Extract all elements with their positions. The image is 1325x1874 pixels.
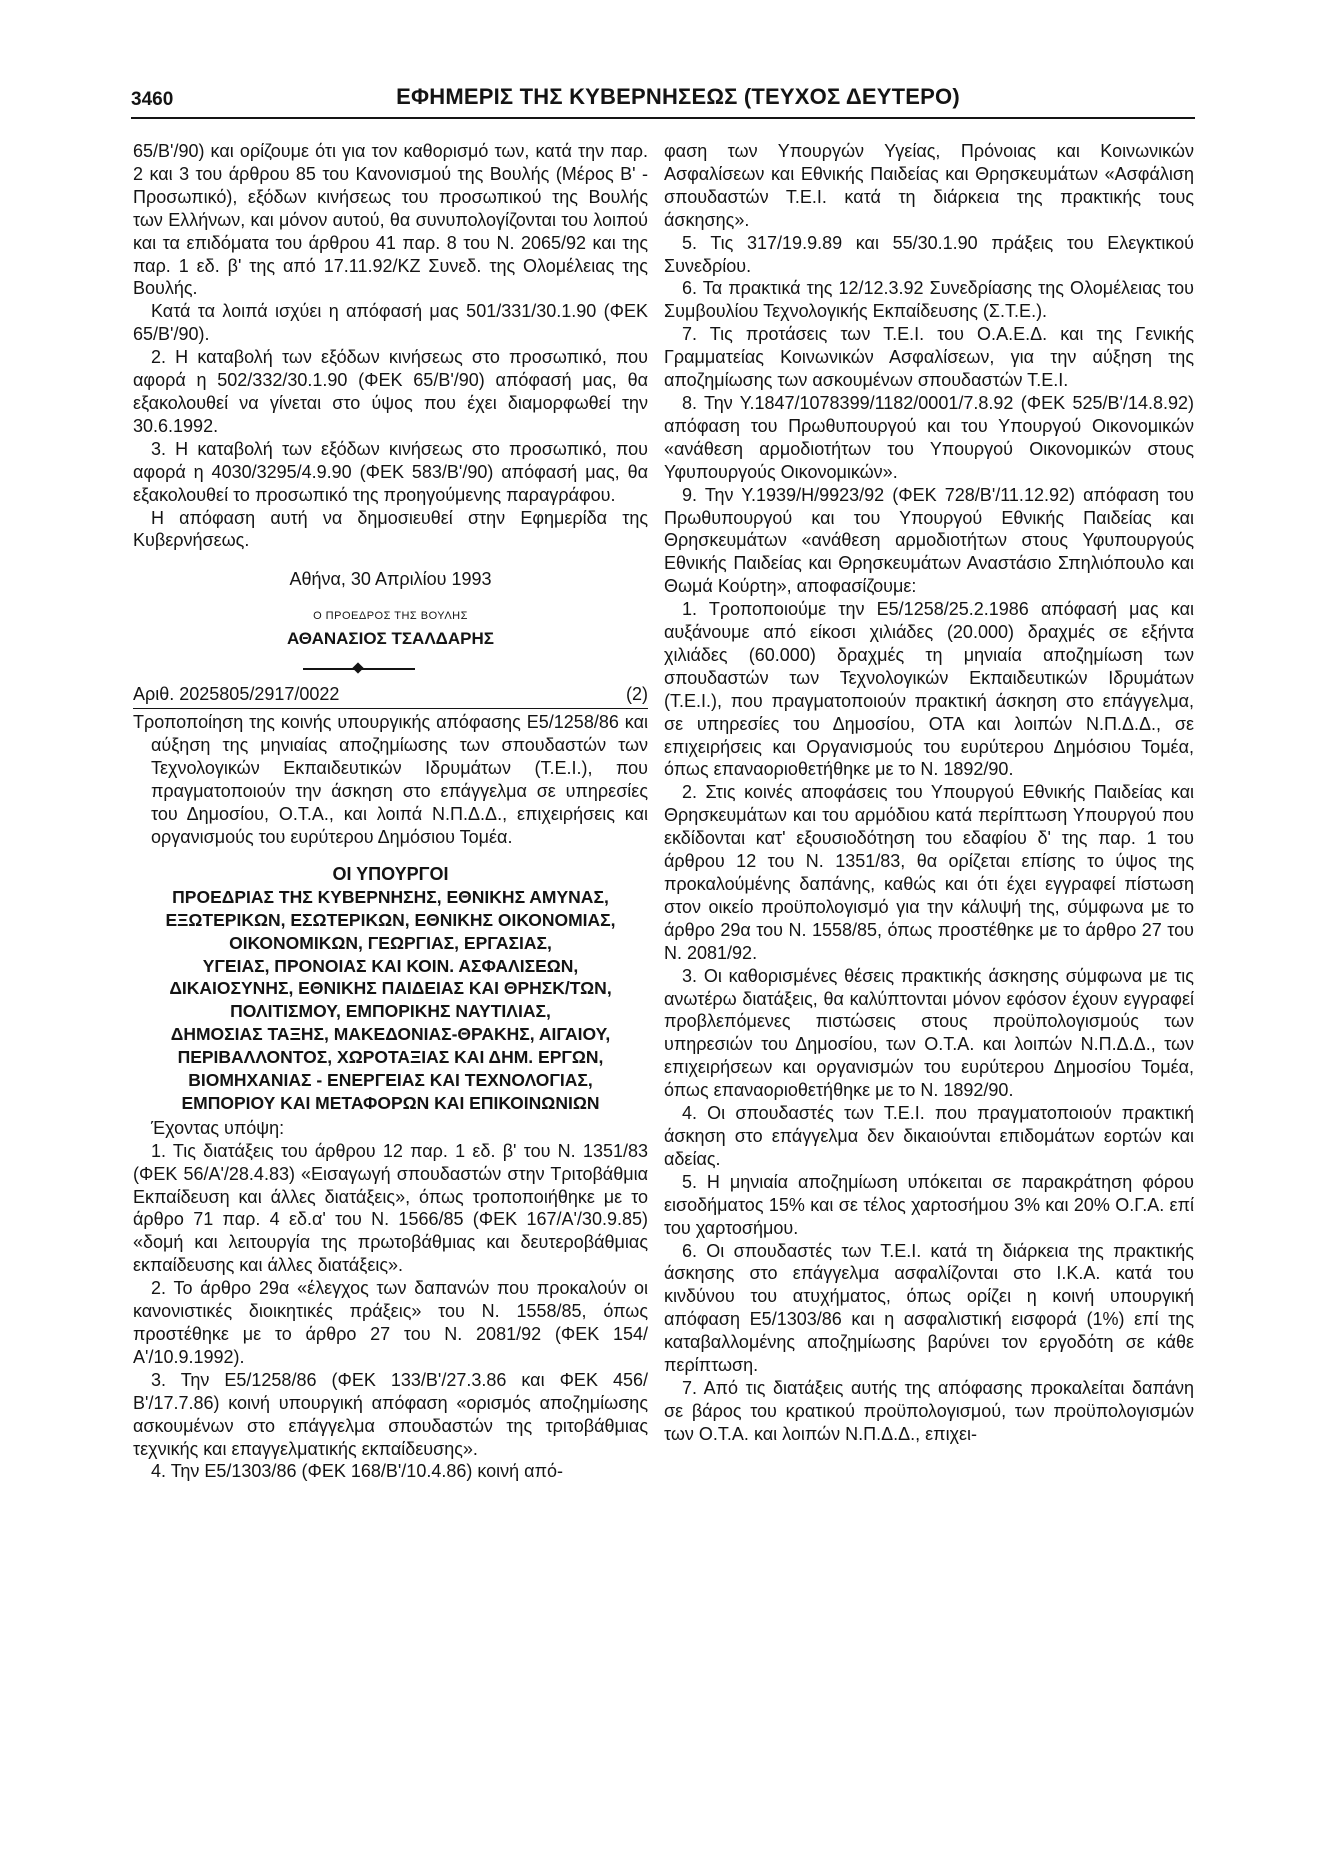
right-column bbox=[664, 140, 1194, 1446]
considerant-2: 2. Το άρθρο 29α «έλεγχος των δαπανών που προκαλούν οι κανονιστικές διοικητικές πράξεις» του Ν. 1558/85, όπως προστέθηκε με το άρθρο 27 του Ν. 2081/92 (ΦΕΚ 154/Α'/10.9.1992). bbox=[133, 1278, 648, 1367]
considerant-7: 7. Τις προτάσεις των Τ.Ε.Ι. του Ο.Α.Ε.Δ. και της Γενικής Γραμματείας Κοινωνικών Ασφαλίσεων, για την αύξηση της αποζημίωσης των ασκουμένων σπουδαστών Τ.Ε.Ι. bbox=[664, 324, 1194, 391]
ministers-line: ΒΙΟΜΗΧΑΝΙΑΣ - ΕΝΕΡΓΕΙΑΣ ΚΑΙ ΤΕΧΝΟΛΟΓΙΑΣ, bbox=[188, 1070, 593, 1091]
decision-number: Αριθ. 2025805/2917/0022 bbox=[133, 684, 340, 705]
ministers-heading: ΟΙ ΥΠΟΥΡΓΟΙ bbox=[332, 863, 449, 884]
having-regard: Έχοντας υπόψη: bbox=[151, 1117, 285, 1138]
ministers-line: ΔΙΚΑΙΟΣΥΝΗΣ, ΕΘΝΙΚΗΣ ΠΑΙΔΕΙΑΣ ΚΑΙ ΘΡΗΣΚ/ΤΩΝ, bbox=[169, 978, 612, 999]
subject-rule bbox=[133, 708, 648, 710]
decision-article-3: 3. Οι καθορισμένες θέσεις πρακτικής άσκησης σύμφωνα με τις ανωτέρω διατάξεις, θα καλύπτονται μόνον εφόσον έχουν εγγραφεί προβλεπόμενες πιστώσεις στους προϋπολογισμούς των υπηρεσιών του Δημοσίου, των Ο.Τ.Α. και λοιπών Ν.Π.Δ.Δ., των επιχειρήσεων και οργανισμών του ευρύτερου Δημοσίου Τομέα, όπως επαναοριοθετήθηκε με το Ν. 1892/90. bbox=[664, 965, 1194, 1101]
section-divider bbox=[133, 659, 648, 679]
ministers-line: ΕΞΩΤΕΡΙΚΩΝ, ΕΣΩΤΕΡΙΚΩΝ, ΕΘΝΙΚΗΣ ΟΙΚΟΝΟΜΙΑΣ, bbox=[165, 909, 616, 930]
paragraph-remaining: Κατά τα λοιπά ισχύει η απόφασή μας 501/331/30.1.90 (ΦΕΚ 65/Β'/90). bbox=[133, 301, 648, 345]
decision-index: (2) bbox=[626, 684, 648, 705]
ministers-line: ΟΙΚΟΝΟΜΙΚΩΝ, ΓΕΩΡΓΙΑΣ, ΕΡΓΑΣΙΑΣ, bbox=[229, 932, 552, 953]
paragraph-continuation: 65/Β'/90) και ορίζουμε ότι για τον καθορισμό των, κατά την παρ. 2 και 3 του άρθρου 85 του Κανονισμού της Βουλής (Μέρος Β' - Προσωπικό), εξόδων κινήσεως του προσωπικού της Βουλής των Ελλήνων, και μόνον αυτού, θα συνυπολογίζονται του λοιπού και τα επιδόματα του άρθρου 41 παρ. 8 του Ν. 2065/92 και της παρ. 1 εδ. β' της από 17.11.92/ΚΖ Συνεδ. της Ολομέλειας της Βουλής. bbox=[133, 141, 648, 299]
considerant-1: 1. Τις διατάξεις του άρθρου 12 παρ. 1 εδ. β' του Ν. 1351/83 (ΦΕΚ 56/Α'/28.4.83) «Εισαγωγή σπουδαστών στην Τριτοβάθμια Εκπαίδευση και άλλες διατάξεις», όπως τροποποιήθηκε με το άρθρο 71 παρ. 4 εδ.α' του Ν. 1566/85 (ΦΕΚ 167/Α'/30.9.85) «δομή και λειτουργία της πρωτοβάθμιας και δευτεροβάθμιας εκπαίδευσης και άλλες διατάξεις». bbox=[133, 1140, 648, 1276]
running-head-title: ΕΦΗΜΕΡΙΣ ΤΗΣ ΚΥΒΕΡΝΗΣΕΩΣ (ΤΕΥΧΟΣ ΔΕΥΤΕΡΟ) bbox=[396, 84, 960, 109]
considerant-5: 5. Τις 317/19.9.89 και 55/30.1.90 πράξεις του Ελεγκτικού Συνεδρίου. bbox=[664, 232, 1194, 276]
ministers-line: ΠΡΟΕΔΡΙΑΣ ΤΗΣ ΚΥΒΕΡΝΗΣΗΣ, ΕΘΝΙΚΗΣ ΑΜΥΝΑΣ, bbox=[172, 886, 609, 907]
header-rule bbox=[131, 117, 1195, 119]
decision-subject: Τροποποίηση της κοινής υπουργικής απόφασης Ε5/1258/86 και αύξηση της μηνιαίας αποζημίωσης των σπουδαστών των Τεχνολογικών Εκπαιδευτικών Ιδρυμάτων (Τ.Ε.Ι.), που πραγματοποιούν την άσκηση στο επάγγελμα σε υπηρεσίες του Δημοσίου, Ο.Τ.Α., και λοιπά Ν.Π.Δ.Δ., επιχειρήσεις και οργανισμούς του ευρύτερου Δημόσιου Τομέα. bbox=[133, 712, 648, 847]
left-column bbox=[133, 140, 648, 1483]
decision-header bbox=[133, 683, 648, 706]
page-number: 3460 bbox=[131, 89, 174, 110]
ministers-line: ΥΓΕΙΑΣ, ΠΡΟΝΟΙΑΣ ΚΑΙ ΚΟΙΝ. ΑΣΦΑΛΙΣΕΩΝ, bbox=[202, 955, 579, 976]
considerant-9: 9. Την Υ.1939/Η/9923/92 (ΦΕΚ 728/Β'/11.12.92) απόφαση του Πρωθυπουργού και του Υπουργού Εθνικής Παιδείας και Θρησκευμάτων «ανάθεση αρμοδιοτήτων στους Υφυπουργούς Εθνικής Παιδείας και Θρησκευμάτων Αναστάσιο Σπηλιόπουλο και Θωμά Κούρτη», αποφασίζουμε: bbox=[664, 484, 1194, 597]
paragraph-3: 3. Η καταβολή των εξόδων κινήσεως στο προσωπικό, που αφορά η 4030/3295/4.9.90 (ΦΕΚ 583/Β'/90) απόφασή μας, θα εξακολουθεί το προσωπικό της προηγούμενης παραγράφου. bbox=[133, 438, 648, 505]
paragraph-publication: Η απόφαση αυτή να δημοσιευθεί στην Εφημερίδα της Κυβερνήσεως. bbox=[133, 507, 648, 551]
decision-article-4: 4. Οι σπουδαστές των Τ.Ε.Ι. που πραγματοποιούν πρακτική άσκηση στο επάγγελμα δεν δικαιούνται επιδομάτων εορτών και αδείας. bbox=[664, 1103, 1194, 1169]
decision-article-7: 7. Από τις διατάξεις αυτής της απόφασης προκαλείται δαπάνη σε βάρος του κρατικού προϋπολογισμού, των προϋπολογισμών των Ο.Τ.Α. και λοιπών Ν.Π.Δ.Δ., επιχει- bbox=[664, 1377, 1194, 1444]
ministers-line: ΠΟΛΙΤΙΣΜΟΥ, ΕΜΠΟΡΙΚΗΣ ΝΑΥΤΙΛΙΑΣ, bbox=[230, 1001, 551, 1022]
considerant-4-continued: φαση των Υπουργών Υγείας, Πρόνοιας και Κοινωνικών Ασφαλίσεων και Εθνικής Παιδείας και Θρησκευμάτων «Ασφάλιση σπουδαστών Τ.Ε.Ι. κατά τη διάρκεια της πρακτικής τους άσκησης». bbox=[664, 141, 1194, 230]
decision-article-5: 5. Η μηνιαία αποζημίωση υπόκειται σε παρακράτηση φόρου εισοδήματος 15% και σε τέλος χαρτοσήμου 3% και 20% Ο.Γ.Α. επί του χαρτοσήμου. bbox=[664, 1171, 1194, 1238]
paragraph-2: 2. Η καταβολή των εξόδων κινήσεως στο προσωπικό, που αφορά η 502/332/30.1.90 (ΦΕΚ 65/Β'/90) απόφασή μας, θα εξακολουθεί να γίνεται στο ύψος που έχει διαμορφωθεί την 30.6.1992. bbox=[133, 347, 648, 436]
considerant-4: 4. Την Ε5/1303/86 (ΦΕΚ 168/Β'/10.4.86) κοινή από- bbox=[151, 1461, 563, 1482]
ministers-line: ΕΜΠΟΡΙΟΥ ΚΑΙ ΜΕΤΑΦΟΡΩΝ ΚΑΙ ΕΠΙΚΟΙΝΩΝΙΩΝ bbox=[181, 1092, 600, 1113]
ministers-line: ΔΗΜΟΣΙΑΣ ΤΑΞΗΣ, ΜΑΚΕΔΟΝΙΑΣ-ΘΡΑΚΗΣ, ΑΙΓΑΙΟΥ, bbox=[170, 1024, 611, 1045]
considerant-3: 3. Την Ε5/1258/86 (ΦΕΚ 133/Β'/27.3.86 και ΦΕΚ 456/Β'/17.7.86) κοινή υπουργική απόφαση «ορισμός αποζημίωσης ασκουμένων στο επάγγελμα σπουδαστών της τριτοβάθμιας τεχνικής και επαγγελματικής εκπαίδευσης». bbox=[133, 1369, 648, 1459]
decision-article-6: 6. Οι σπουδαστές των Τ.Ε.Ι. κατά τη διάρκεια της πρακτικής άσκησης στο επάγγελμα ασφαλίζονται στο Ι.Κ.Α. κατά του κινδύνου του ατυχήματος, όπως ορίζει η κοινή υπουργική απόφαση Ε5/1303/86 και η ασφαλιστική εισφορά (1%) επί της καταβαλλομένης αποζημίωσης βαρύνει τον εργοδότη σε κάθε περίπτωση. bbox=[664, 1240, 1194, 1376]
president-name: ΑΘΑΝΑΣΙΟΣ ΤΣΑΛΔΑΡΗΣ bbox=[286, 629, 494, 649]
considerant-8: 8. Την Υ.1847/1078399/1182/0001/7.8.92 (ΦΕΚ 525/Β'/14.8.92) απόφαση του Πρωθυπουργού και του Υπουργού Οικονομικών «ανάθεση αρμοδιοτήτων του Υπουργού Οικονομικών στους Υφυπουργούς Οικονομικών». bbox=[664, 392, 1194, 482]
place-date: Αθήνα, 30 Απριλίου 1993 bbox=[289, 569, 492, 590]
ministers-list bbox=[133, 886, 648, 1115]
ministers-line: ΠΕΡΙΒΑΛΛΟΝΤΟΣ, ΧΩΡΟΤΑΞΙΑΣ ΚΑΙ ΔΗΜ. ΕΡΓΩΝ, bbox=[177, 1047, 604, 1068]
decision-article-1: 1. Τροποποιούμε την Ε5/1258/25.2.1986 απόφασή μας και αυξάνουμε από είκοσι χιλιάδες (20.000) δραχμές σε εξήντα χιλιάδες (60.000) δραχμές τη μηνιαία αποζημίωση των σπουδαστών των Τεχνολογικών Εκπαιδευτικών Ιδρυμάτων (Τ.Ε.Ι.), που πραγματοποιούν πρακτική άσκηση στο επάγγελμα, σε υπηρεσίες του Δημοσίου, ΟΤΑ και λοιπών Ν.Π.Δ.Δ., σε επιχειρήσεις και Οργανισμούς του ευρύτερου Δημόσιου Τομέα, όπως επαναοριοθετήθηκε με το Ν. 1892/90. bbox=[664, 599, 1194, 780]
considerant-6: 6. Τα πρακτικά της 12/12.3.92 Συνεδρίασης της Ολομέλειας του Συμβουλίου Τεχνολογικής Εκπαίδευσης (Σ.Τ.Ε.). bbox=[664, 278, 1194, 322]
decision-article-2: 2. Στις κοινές αποφάσεις του Υπουργού Εθνικής Παιδείας και Θρησκευμάτων και του αρμόδιου κατά περίπτωση Υπουργού που εκδίδονται κατ' εξουσιοδότηση του εδαφίου δ' της παρ. 1 του άρθρου 12 του Ν. 1351/83, θα ορίζεται επίσης το ύψος της προκαλούμένης δαπάνης, καθώς και ότι έχει εγγραφεί πίστωση στον οικείο προϋπολογισμό για την κάλυψή της, σύμφωνα με το άρθρο 29α του Ν. 1558/85, όπως προστέθηκε με το άρθρο 27 του Ν. 2081/92. bbox=[664, 782, 1194, 963]
president-title: Ο ΠΡΟΕΔΡΟΣ ΤΗΣ ΒΟΥΛΗΣ bbox=[313, 610, 468, 623]
divider-ornament bbox=[352, 662, 363, 673]
